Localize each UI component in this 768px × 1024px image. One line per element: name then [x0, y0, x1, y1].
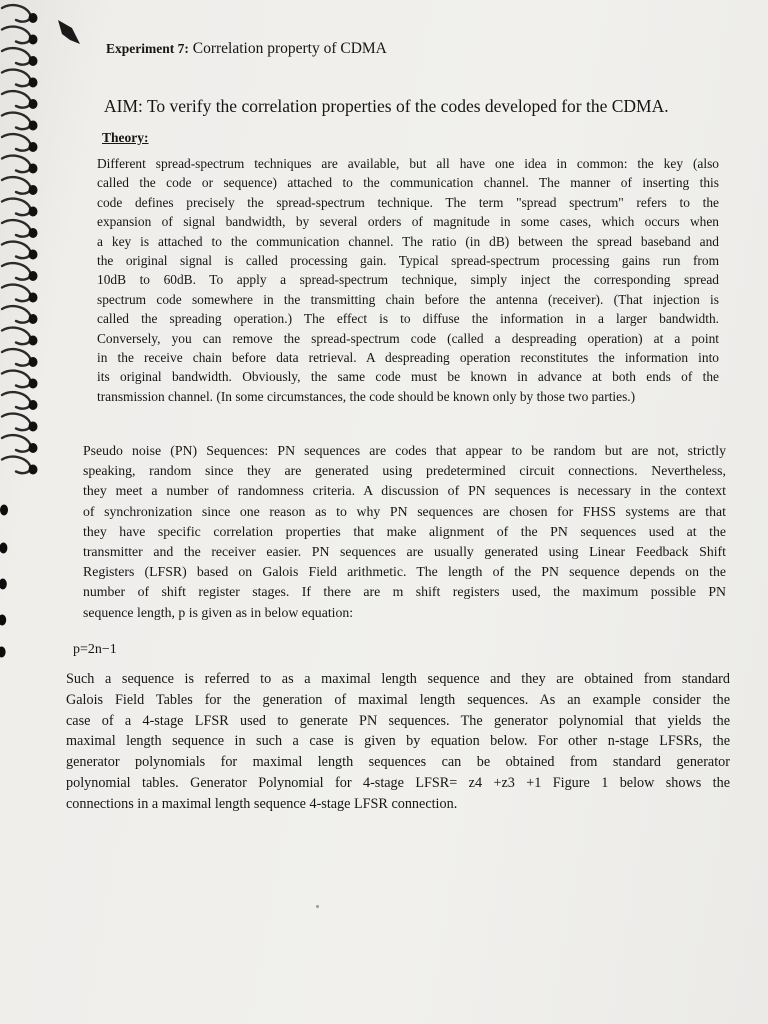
pn-length-formula: p=2n−1: [73, 642, 117, 657]
text-line: a key is attached to the communication channel. The ratio (in dB) between the spread baseband and: [97, 233, 719, 249]
binding-coil: [2, 371, 38, 389]
binding-coil: [2, 349, 38, 367]
binding-hole: [0, 615, 6, 626]
binding-hole: [0, 647, 6, 658]
binding-coil: [2, 5, 38, 23]
text-line: connections in a maximal length sequence 4-stage LFSR connection.: [66, 795, 458, 812]
text-line: case of a 4-stage LFSR used to generate PN sequences. The generator polynomial that yields the: [66, 712, 730, 729]
binding-hole: [0, 579, 7, 590]
text-line: spectrum code somewhere in the transmitting chain before the antenna (receiver). (That injection is: [97, 291, 719, 307]
text-line: maximal length sequence in such a case is given by equation below. For other n-stage LFSRs, the: [66, 733, 730, 750]
binding-coil: [2, 328, 38, 346]
aim-statement: AIM: To verify the correlation properties of the codes developed for the CDMA.: [104, 96, 669, 116]
text-line: of synchronization since one reason as to why PN sequences are chosen for FHSS systems are that: [83, 503, 726, 519]
binding-coil: [2, 134, 38, 152]
text-line: number of shift register stages. If there are m shift registers used, the maximum possible PN: [83, 584, 726, 600]
text-line: they have specific correlation properties that make alignment of the PN sequences used at the: [83, 523, 726, 539]
text-line: they meet a number of randomness criteria. A discussion of PN sequences is necessary in the context: [83, 483, 726, 499]
torn-corner-mark: [58, 20, 80, 44]
spiral-binding: [0, 0, 48, 1024]
binding-coil: [2, 48, 38, 66]
text-line: polynomial tables. Generator Polynomial for 4-stage LFSR= z4 +z3 +1 Figure 1 below shows the: [66, 774, 730, 791]
binding-coil: [2, 177, 38, 195]
binding-coil: [2, 27, 38, 45]
text-line: in the receive chain before data retrieval. A despreading operation reconstitutes the information into: [97, 350, 719, 366]
binding-coil: [2, 435, 38, 453]
binding-coil: [2, 242, 38, 260]
text-line: the original signal is called processing gain. Typical spread-spectrum processing gains run from: [97, 253, 719, 269]
text-line: Galois Field Tables for the generation of maximal length sequences. As an example consider the: [66, 691, 730, 708]
binding-hole: [0, 505, 8, 516]
theory-heading: Theory:: [102, 130, 149, 145]
text-line: Registers (LFSR) based on Galois Field arithmetic. The length of the PN sequence depends on the: [83, 564, 726, 580]
text-line: generator polynomials for maximal length sequences can be obtained from standard generator: [66, 754, 730, 771]
text-line: code defines precisely the spread-spectrum technique. The term "spread spectrum" refers to the: [97, 194, 719, 210]
paragraph-pn-sequences: [83, 441, 726, 623]
text-line: speaking, random since they are generated using predetermined circuit connections. Nevertheless,: [83, 463, 726, 479]
text-line: sequence length, p is given as in below equation:: [83, 604, 354, 620]
text-line: expansion of signal bandwidth, by several orders of magnitude in some cases, which occurs when: [97, 214, 719, 230]
binding-coil: [2, 392, 38, 410]
paragraph-spread-spectrum: [97, 154, 719, 406]
binding-coil: [2, 263, 38, 281]
paper-speck: [316, 905, 319, 908]
text-line: Different spread-spectrum techniques are available, but all have one idea in common: the key (also: [97, 156, 719, 171]
binding-hole: [0, 543, 7, 554]
text-line: called the spreading operation.) The effect is to diffuse the information in a larger bandwidth.: [97, 311, 719, 327]
text-line: Pseudo noise (PN) Sequences: PN sequences are codes that appear to be random but are not, strictly: [83, 443, 726, 458]
binding-coil: [2, 156, 38, 174]
text-line: its original bandwidth. Obviously, the same code must be known in advance at both ends of the: [97, 369, 719, 385]
text-line: transmitter and the receiver easier. PN sequences are usually generated using Linear Feedback Shift: [83, 544, 726, 560]
binding-coil: [2, 220, 38, 238]
experiment-title: Correlation property of CDMA: [192, 40, 387, 57]
binding-coil: [2, 457, 38, 475]
text-line: 10dB to 60dB. To apply a spread-spectrum technique, simply inject the corresponding spread: [97, 272, 719, 288]
text-line: Such a sequence is referred to as a maximal length sequence and they are obtained from standard: [66, 671, 730, 687]
experiment-heading: [106, 40, 387, 58]
paragraph-maximal-length: [66, 669, 730, 815]
binding-coil: [2, 113, 38, 131]
binding-coil: [2, 70, 38, 88]
binding-coil: [2, 285, 38, 303]
text-line: Conversely, you can remove the spread-spectrum code (called a despreading operation) at a point: [97, 330, 719, 346]
binding-coil: [2, 91, 38, 109]
text-line: transmission channel. (In some circumstances, the code should be known only by those two parties.): [97, 388, 636, 404]
binding-coil: [2, 199, 38, 217]
binding-coil: [2, 306, 38, 324]
text-line: called the code or sequence) attached to the communication channel. The manner of inserting this: [97, 175, 719, 191]
binding-coil: [2, 414, 38, 432]
experiment-label: Experiment 7:: [106, 41, 189, 56]
